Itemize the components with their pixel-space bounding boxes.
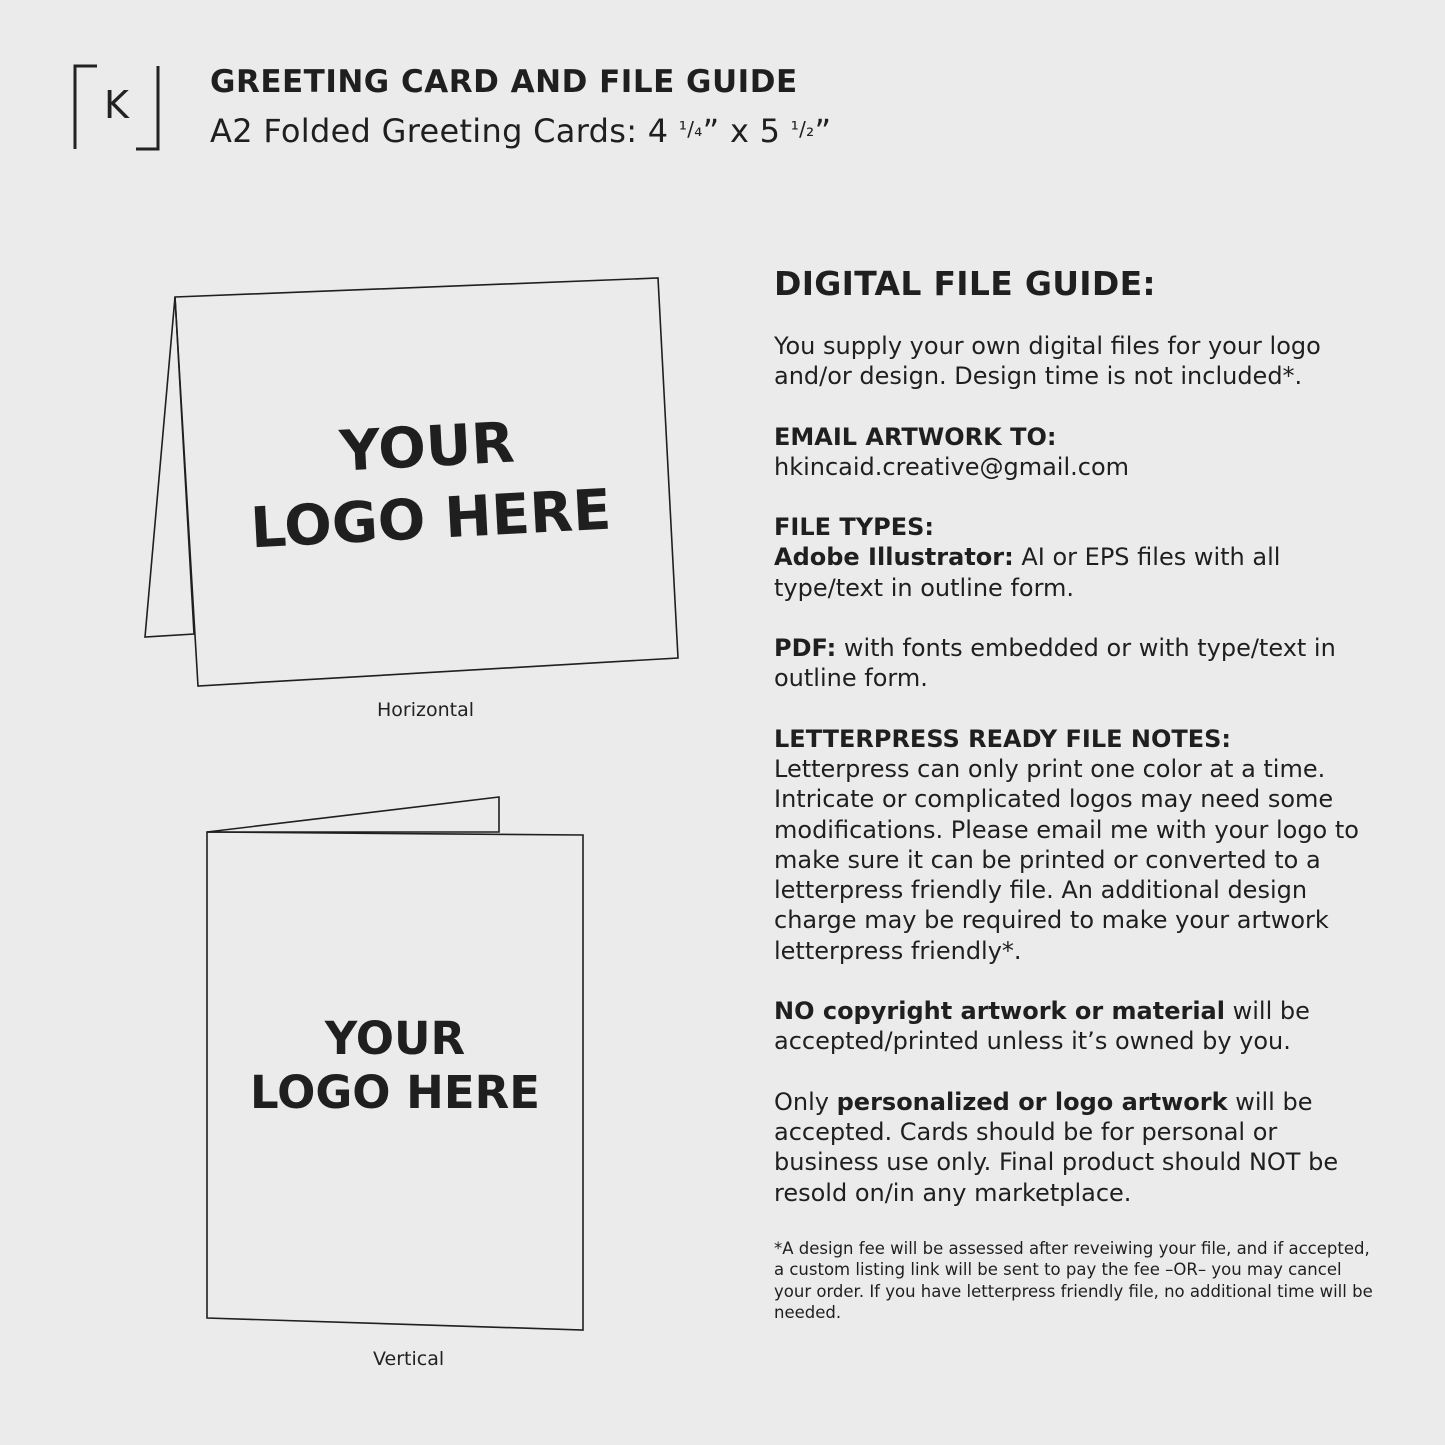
usage-bold: personalized or logo artwork bbox=[836, 1087, 1228, 1116]
usage-section bbox=[774, 1087, 1374, 1208]
guide-title: DIGITAL FILE GUIDE: bbox=[774, 264, 1156, 303]
horizontal-card-back-panel bbox=[145, 297, 194, 637]
file-types-section bbox=[774, 512, 1374, 603]
vertical-card-back-panel bbox=[207, 797, 499, 832]
vertical-card-logo-placeholder bbox=[207, 1012, 583, 1120]
page-title: GREETING CARD AND FILE GUIDE bbox=[210, 64, 798, 100]
letterpress-heading: LETTERPRESS READY FILE NOTES: bbox=[774, 724, 1232, 753]
pdf-label: PDF: bbox=[774, 634, 837, 663]
pdf-text: with fonts embedded or with type/text in outline form. bbox=[774, 634, 1336, 693]
usage-text: will be accepted. Cards should be for personal or business use only. Final product should NOT be resold on/in any marketplace. bbox=[774, 1087, 1339, 1207]
subtitle-mid: ” x 5 bbox=[702, 112, 781, 150]
pdf-section bbox=[774, 633, 1374, 694]
copyright-section bbox=[774, 996, 1374, 1057]
logo-line-2: LOGO HERE bbox=[248, 477, 613, 562]
fraction-quarter: ¹/₄ bbox=[678, 117, 703, 141]
usage-prefix: Only bbox=[774, 1087, 837, 1116]
logo-line-1: YOUR bbox=[338, 410, 517, 485]
email-section bbox=[774, 422, 1374, 483]
copyright-bold: NO copyright artwork or material bbox=[774, 997, 1225, 1026]
file-types-heading: FILE TYPES: bbox=[774, 513, 934, 542]
footnote: *A design fee will be assessed after reveiwing your file, and if accepted, a custom listing link will be sent to pay the fee –OR– you may cancel your order. If you have letterpress friendly file, no additional time will be needed. bbox=[774, 1238, 1373, 1323]
letterpress-text: Letterpress can only print one color at a time. Intricate or complicated logos may need some modifications. Please email me with your logo to make sure it can be printed or converted to a letterpress friendly file. An additional design charge may be required to make your artwork letterpress friendly*. bbox=[774, 754, 1359, 965]
copyright-text: will be accepted/printed unless it’s owned by you. bbox=[774, 997, 1310, 1056]
letterpress-section bbox=[774, 724, 1374, 966]
illustrator-text: AI or EPS files with all type/text in outline form. bbox=[774, 543, 1281, 602]
illustrator-label: Adobe Illustrator: bbox=[774, 543, 1014, 572]
subtitle-prefix: A2 Folded Greeting Cards: 4 bbox=[210, 112, 669, 150]
vertical-caption: Vertical bbox=[373, 1348, 445, 1370]
logo-line-1: YOUR bbox=[324, 1012, 466, 1065]
horizontal-caption: Horizontal bbox=[377, 699, 475, 721]
logo-line-2: LOGO HERE bbox=[250, 1066, 540, 1119]
horizontal-card-logo-placeholder bbox=[226, 402, 633, 567]
digital-file-guide bbox=[774, 264, 1374, 1354]
email-address: hkincaid.creative@gmail.com bbox=[774, 452, 1130, 481]
logo-letter: K bbox=[104, 83, 129, 127]
fraction-half: ¹/₂ bbox=[790, 117, 815, 141]
guide-intro: You supply your own digital files for your logo and/or design. Design time is not included*. bbox=[774, 332, 1321, 391]
email-heading: EMAIL ARTWORK TO: bbox=[774, 422, 1057, 451]
subtitle-end: ” bbox=[814, 112, 832, 150]
